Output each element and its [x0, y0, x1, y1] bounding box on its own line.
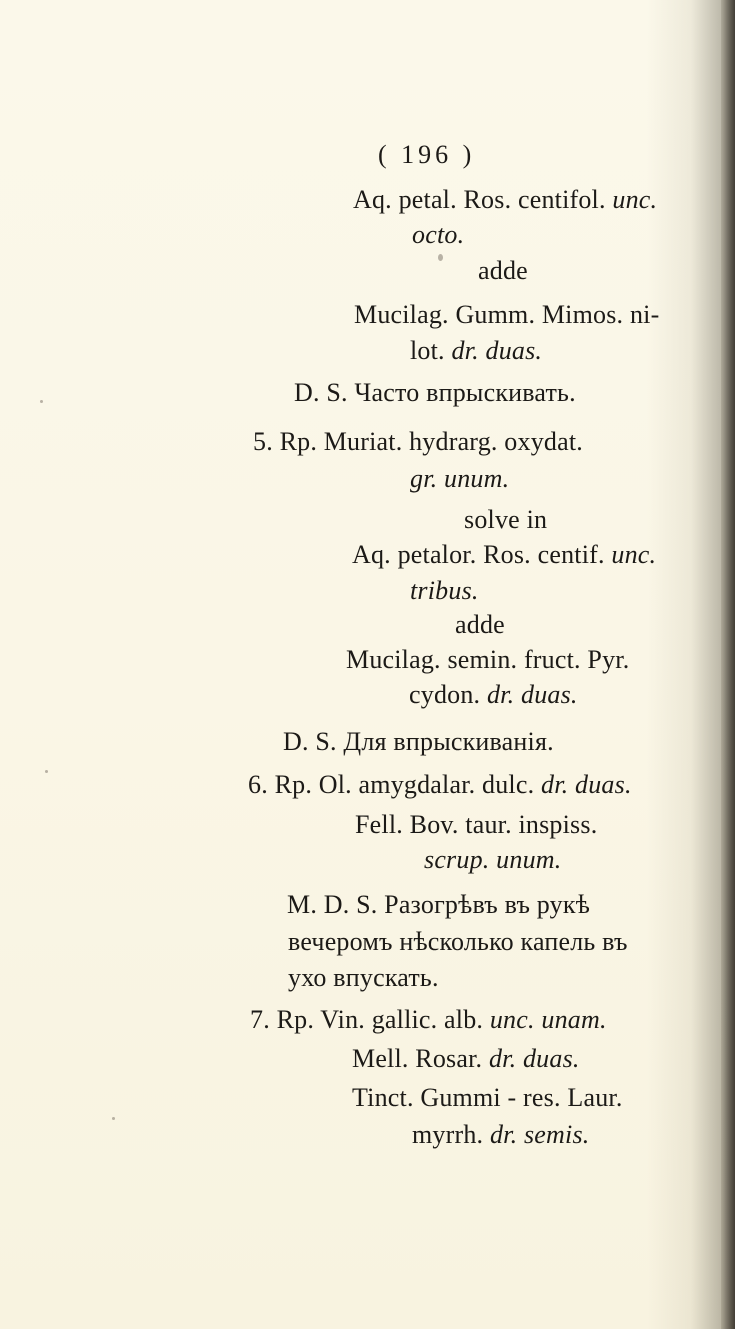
text-run: ухо впускать. [288, 963, 439, 992]
italic-run: tribus. [410, 576, 479, 605]
italic-run: octo. [412, 220, 465, 249]
text-line [410, 464, 509, 494]
text-run: 6. Rp. Ol. amygdalar. dulc. [248, 770, 541, 799]
text-run: 5. Rp. Muriat. hydrarg. oxydat. [253, 427, 583, 456]
text-line [412, 220, 464, 250]
text-run: Aq. petalor. Ros. centif. [352, 540, 612, 569]
text-line [455, 610, 505, 640]
text-run: Aq. petal. Ros. centifol. [353, 185, 613, 214]
italic-run: scrup. unum. [424, 845, 562, 874]
italic-run: dr. duas. [488, 1044, 580, 1073]
text-line [346, 645, 629, 675]
text-line [424, 845, 561, 875]
italic-run: dr. duas. [541, 770, 632, 799]
ink-speck [438, 254, 443, 261]
text-run: cydon. [409, 680, 487, 709]
text-line [283, 727, 554, 757]
text-run: adde [478, 256, 528, 285]
text-run: Mucilag. Gumm. Mimos. ni- [354, 300, 660, 329]
text-line [288, 927, 628, 957]
text-run: adde [455, 610, 505, 639]
italic-run: unc. [612, 185, 658, 214]
page-edge-shadow [721, 0, 735, 1329]
text-line [352, 1044, 580, 1074]
text-run: 7. Rp. Vin. gallic. alb. [250, 1005, 490, 1034]
italic-run: dr. duas. [486, 680, 578, 709]
text-line [352, 1083, 623, 1113]
text-run: вечеромъ нѣсколько капель въ [288, 927, 628, 956]
text-line [464, 505, 547, 535]
text-line [353, 185, 657, 215]
text-line [412, 1120, 589, 1150]
text-run: lot. [410, 336, 452, 365]
text-line [287, 890, 590, 920]
text-run: D. S. Часто впрыскивать. [294, 378, 576, 407]
text-line [250, 1005, 607, 1035]
text-run: M. D. S. Разогрѣвъ въ рукѣ [287, 890, 591, 919]
text-line [248, 770, 632, 800]
text-line [410, 336, 542, 366]
page-number: ( 196 ) [378, 140, 476, 169]
text-line [253, 427, 583, 457]
text-run: Mell. Rosar. [352, 1044, 489, 1073]
text-line [409, 680, 578, 710]
italic-run: gr. unum. [410, 464, 510, 493]
italic-run: unc. unam. [489, 1005, 607, 1034]
text-run: Tinct. Gummi - res. Laur. [352, 1083, 623, 1112]
ink-speck [112, 1117, 115, 1120]
text-line [410, 576, 479, 606]
text-line [355, 810, 597, 840]
text-line [478, 256, 528, 286]
ink-speck [45, 770, 48, 773]
text-run: D. S. Для впрыскиванія. [283, 727, 554, 756]
text-line [352, 540, 656, 570]
italic-run: unc. [611, 540, 657, 569]
text-line [294, 378, 576, 408]
italic-run: dr. duas. [451, 336, 543, 365]
text-run: Fell. Bov. taur. inspiss. [355, 810, 598, 839]
text-line [288, 963, 439, 993]
text-run: Mucilag. semin. fruct. Pyr. [346, 645, 630, 674]
text-run: solve in [464, 505, 548, 534]
italic-run: dr. semis. [489, 1120, 590, 1149]
text-line [354, 300, 659, 330]
text-run: myrrh. [412, 1120, 490, 1149]
ink-speck [40, 400, 43, 403]
